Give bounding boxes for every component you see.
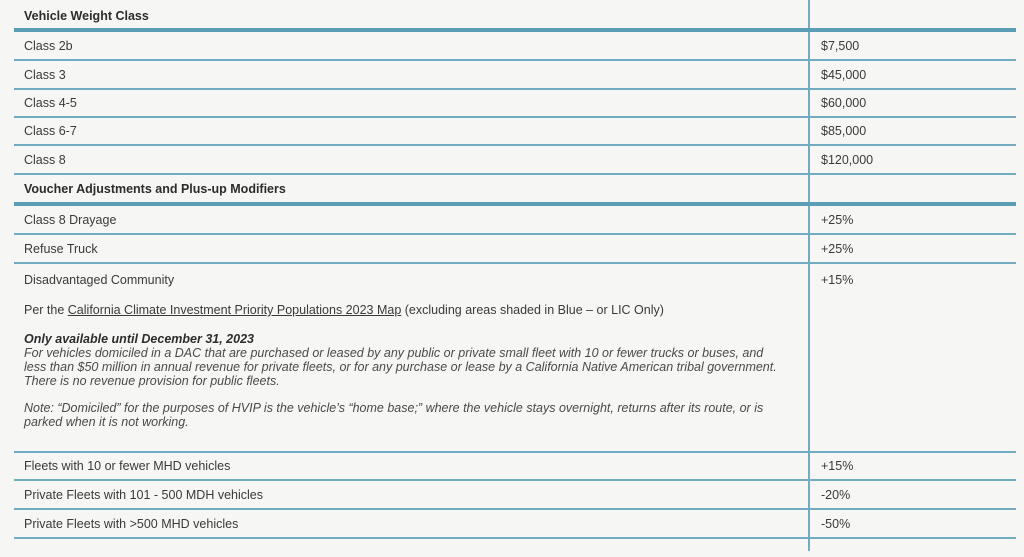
table-row bbox=[14, 146, 1016, 175]
per-map-line bbox=[24, 303, 664, 317]
row-label: Class 8 bbox=[24, 152, 66, 167]
availability-note: Only available until December 31, 2023 bbox=[24, 332, 254, 346]
row-label: Class 8 Drayage bbox=[24, 212, 117, 227]
per-prefix: Per the bbox=[24, 303, 68, 317]
tail-cell bbox=[808, 539, 1016, 551]
row-label: Refuse Truck bbox=[24, 241, 98, 256]
domiciled-note-line: Note: “Domiciled” for the purposes of HVIP is the vehicle’s “home base;” where the vehicle stays overnight, returns after its route, or is bbox=[24, 401, 764, 415]
row-value: $45,000 bbox=[808, 61, 1016, 88]
weight-class-header-row bbox=[14, 0, 1016, 32]
modifiers-header-row bbox=[14, 175, 1016, 206]
row-value: $7,500 bbox=[808, 32, 1016, 59]
table-row bbox=[14, 235, 1016, 264]
row-label: Class 4-5 bbox=[24, 96, 77, 110]
table-row bbox=[14, 61, 1016, 90]
row-value: $60,000 bbox=[808, 90, 1016, 116]
modifiers-header-value bbox=[808, 175, 1016, 202]
tail-cell bbox=[14, 539, 808, 551]
weight-class-header-value bbox=[808, 0, 1016, 28]
table-row bbox=[14, 118, 1016, 146]
row-value: -50% bbox=[808, 510, 1016, 537]
disadvantaged-label: Disadvantaged Community bbox=[24, 273, 175, 287]
table-row bbox=[14, 90, 1016, 118]
row-value: +25% bbox=[808, 235, 1016, 262]
row-label: Fleets with 10 or fewer MHD vehicles bbox=[24, 459, 231, 473]
disadvantaged-cell bbox=[14, 264, 808, 451]
row-value: +15% bbox=[808, 453, 1016, 479]
disadvantaged-value: +15% bbox=[808, 264, 1016, 451]
row-value: -20% bbox=[808, 481, 1016, 508]
modifiers-header: Voucher Adjustments and Plus-up Modifiers bbox=[24, 181, 286, 196]
dac-description-line: less than $50 million in annual revenue for private fleets, or for any purchase or lease by a California Native American tribal government. bbox=[24, 360, 777, 374]
weight-class-header: Vehicle Weight Class bbox=[24, 9, 149, 23]
table-row bbox=[14, 206, 1016, 235]
dac-description-line: There is no revenue provision for public fleets. bbox=[24, 374, 280, 388]
row-label: Class 3 bbox=[24, 67, 66, 82]
table-tail bbox=[14, 539, 1016, 551]
table-row bbox=[14, 32, 1016, 61]
table-row bbox=[14, 481, 1016, 510]
row-value: $120,000 bbox=[808, 146, 1016, 173]
row-label: Private Fleets with >500 MHD vehicles bbox=[24, 516, 239, 531]
disadvantaged-community-row bbox=[14, 264, 1016, 453]
row-value: $85,000 bbox=[808, 118, 1016, 144]
dac-description-line: For vehicles domiciled in a DAC that are purchased or leased by any public or private small fleet with 10 or fewer trucks or buses, and bbox=[24, 346, 764, 360]
row-label: Private Fleets with 101 - 500 MDH vehicles bbox=[24, 487, 263, 502]
priority-populations-map-link[interactable]: California Climate Investment Priority Populations 2023 Map bbox=[67, 303, 402, 317]
row-label: Class 6-7 bbox=[24, 124, 77, 138]
row-value: +25% bbox=[808, 206, 1016, 233]
per-suffix: (excluding areas shaded in Blue – or LIC Only) bbox=[401, 303, 664, 317]
domiciled-note-line: parked when it is not working. bbox=[24, 415, 189, 429]
table-row bbox=[14, 510, 1016, 539]
table-row bbox=[14, 453, 1016, 481]
voucher-table bbox=[14, 0, 1016, 551]
row-label: Class 2b bbox=[24, 38, 73, 53]
